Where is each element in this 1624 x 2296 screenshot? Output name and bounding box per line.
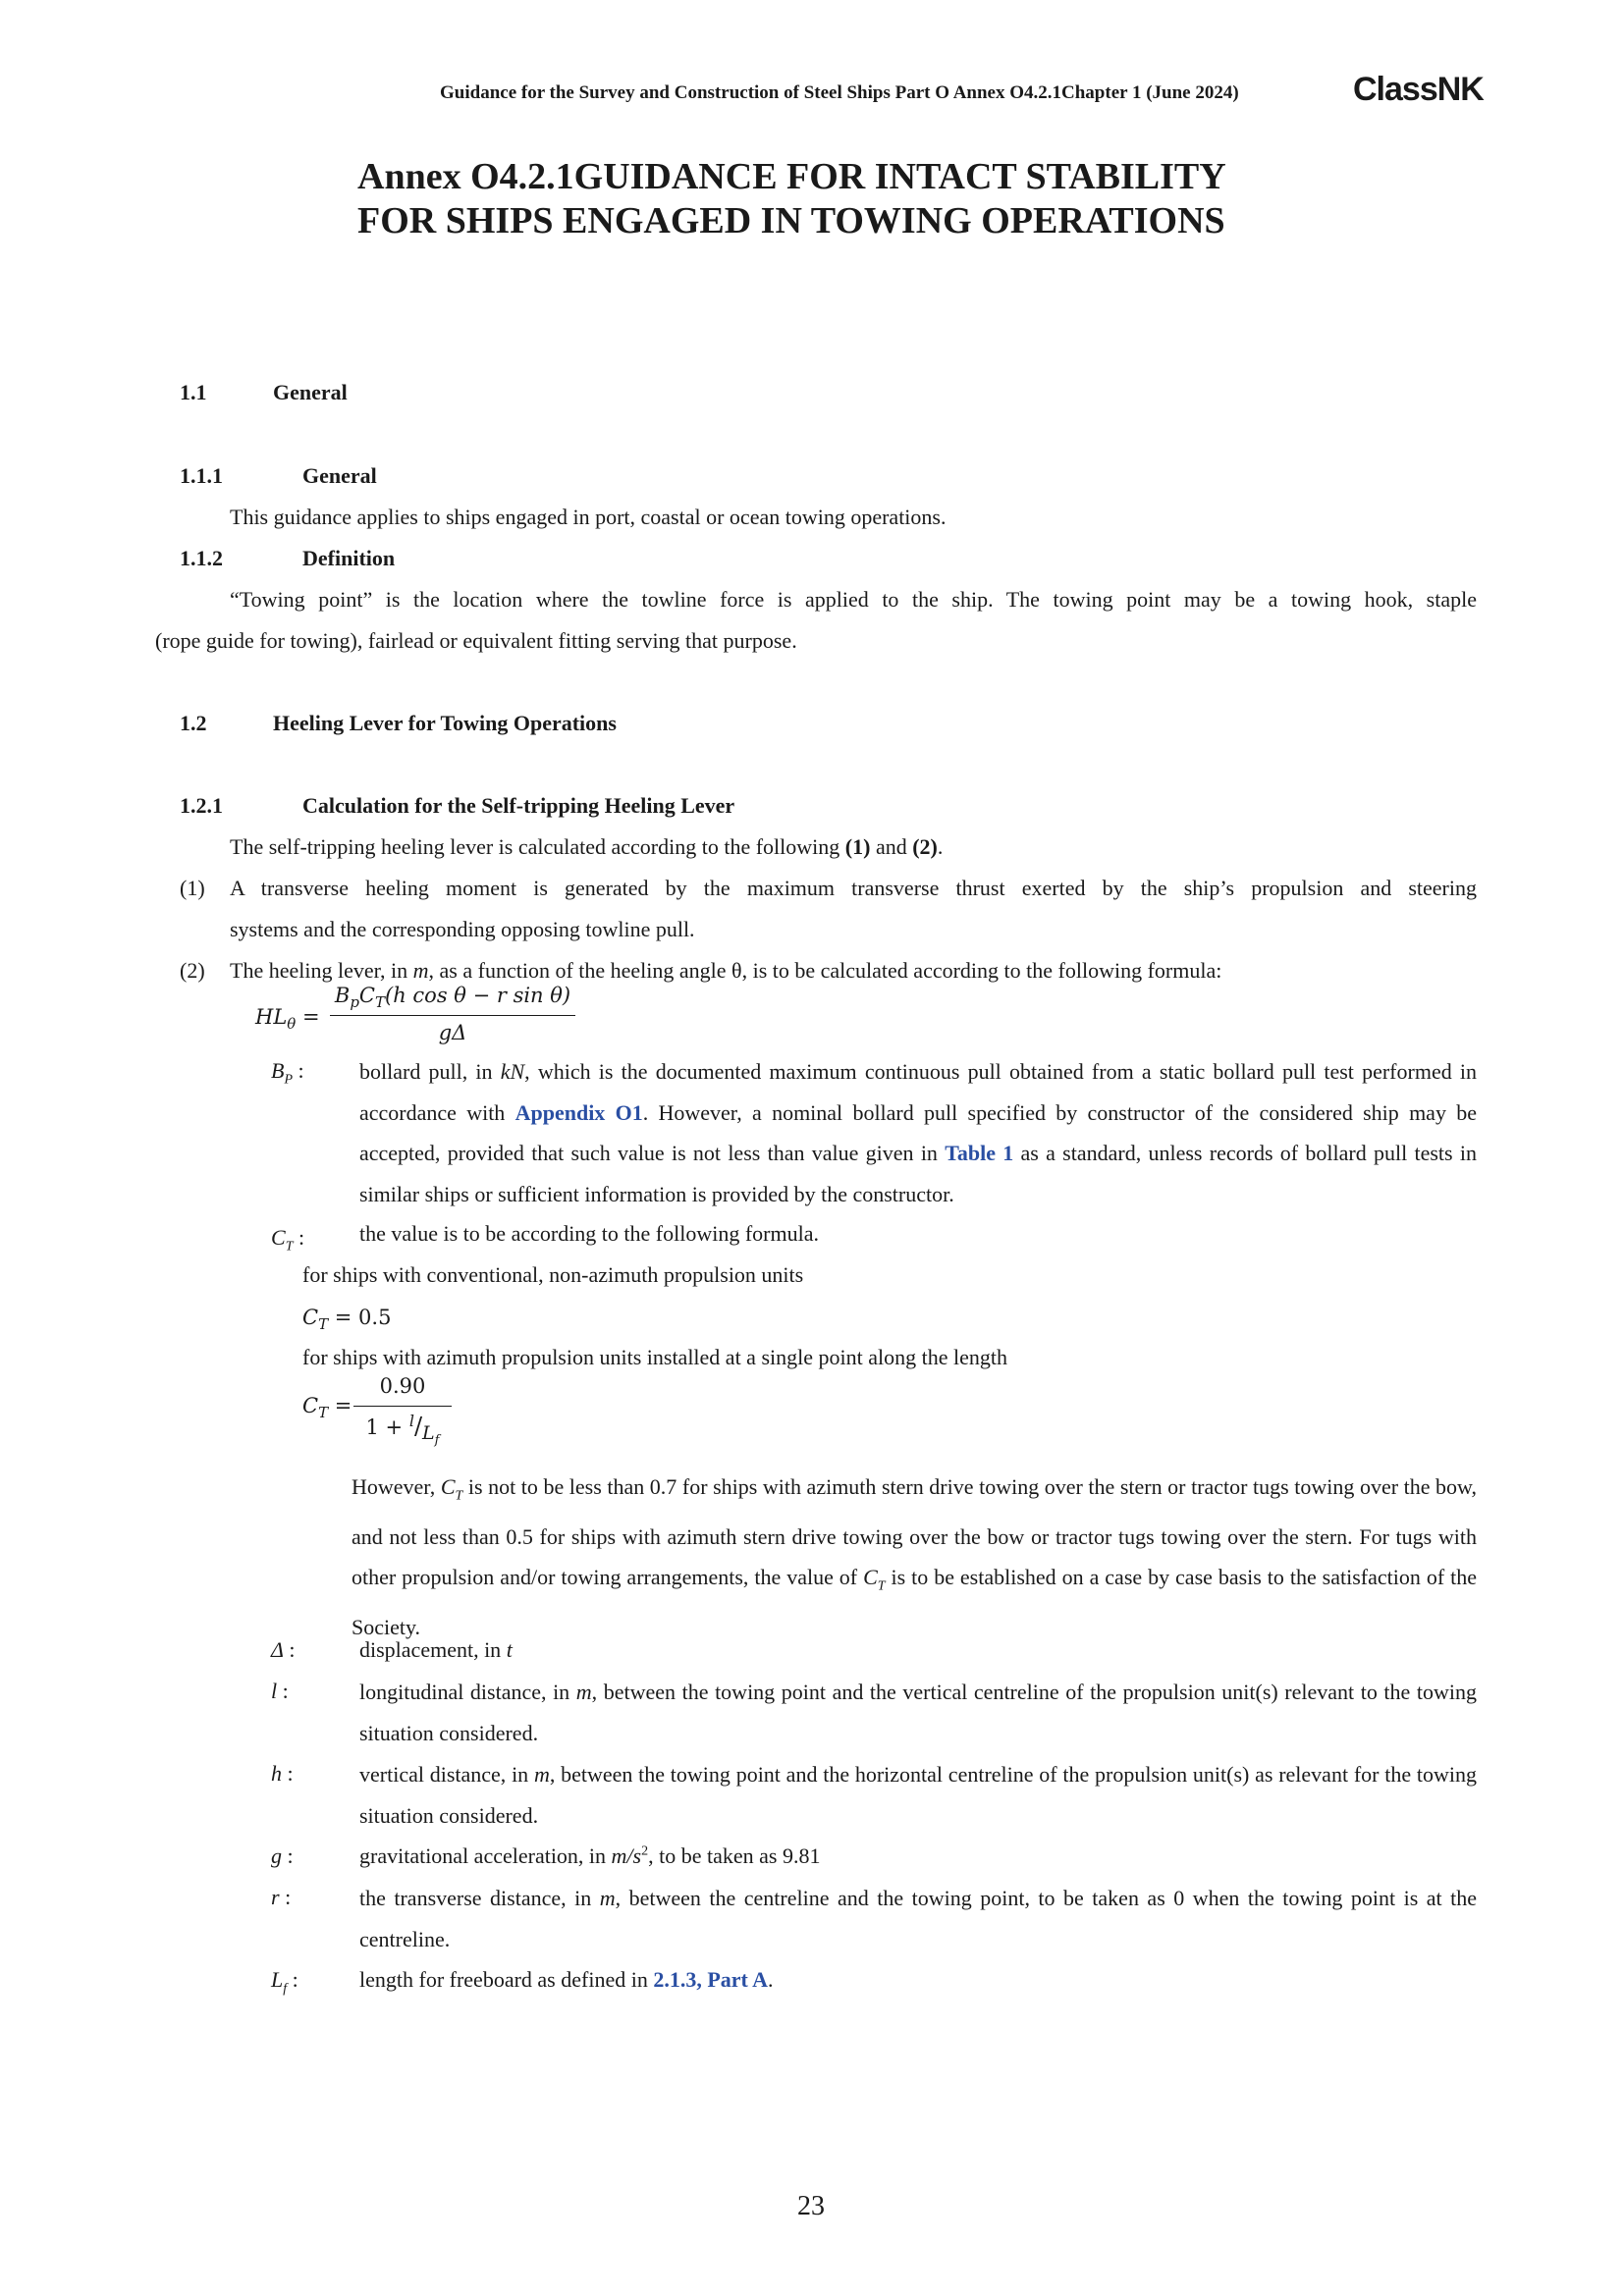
def-h-text: vertical distance, in m, between the towing point and the horizontal centreline of the propulsion unit(s) as relevant for the towing situation considered. bbox=[359, 1762, 1477, 1828]
section-1-2-1-number: 1.2.1 bbox=[180, 793, 223, 818]
definition-line2: (rope guide for towing), fairlead or equivalent fitting serving that purpose. bbox=[155, 628, 797, 653]
annex-title-line1: Annex O4.2.1GUIDANCE FOR INTACT STABILITY bbox=[357, 156, 1226, 197]
def-bp-symbol: $B_P$ : bbox=[271, 1058, 304, 1088]
formula-denominator: gΔ bbox=[438, 1021, 467, 1044]
ct-case1-formula: $C_T = 0.5$ bbox=[302, 1306, 392, 1334]
formula-lhs: $HL_\theta$ = bbox=[255, 1005, 320, 1034]
def-delta-text: displacement, in t bbox=[359, 1637, 513, 1662]
item-1-marker: (1) bbox=[180, 876, 205, 900]
section-1-1-number: 1.1 bbox=[180, 380, 207, 404]
def-l-text: longitudinal distance, in m, between the towing point and the vertical centreline of the propulsion unit(s) relevant to the towing situation considered. bbox=[359, 1680, 1477, 1745]
ct-case1-text: for ships with conventional, non-azimuth propulsion units bbox=[302, 1262, 804, 1287]
appendix-o1-link[interactable]: Appendix O1 bbox=[514, 1099, 643, 1125]
def-lf-text: length for freeboard as defined in 2.1.3, Part A. bbox=[359, 1967, 774, 1992]
def-l-symbol: l : bbox=[271, 1679, 289, 1703]
running-header: Guidance for the Survey and Construction of Steel Ships Part O Annex O4.2.1Chapter 1 (June 2024) bbox=[440, 82, 1239, 103]
section-1-2-number: 1.2 bbox=[180, 711, 207, 735]
classnk-logo: ClassNK bbox=[1353, 71, 1484, 108]
table-1-link[interactable]: Table 1 bbox=[945, 1141, 1014, 1165]
item-2-text: The heeling lever, in m, as a function of the heeling angle θ, is to be calculated according to the following formula: bbox=[230, 958, 1222, 983]
def-r-symbol: r : bbox=[271, 1885, 292, 1909]
ct-case2-numerator: 0.90 bbox=[379, 1374, 426, 1398]
def-ct-symbol: $C_T$ : bbox=[271, 1225, 305, 1255]
section-1-2-1-title: Calculation for the Self-tripping Heeling Lever bbox=[302, 793, 735, 818]
definition-line1: “Towing point” is the location where the towline force is applied to the ship. The towing point may be a towing hook, staple bbox=[230, 587, 1477, 612]
formula-numerator: $B_pC_T(h$ cos θ − r sin θ) bbox=[334, 984, 571, 1012]
part-a-2-1-3-link[interactable]: 2.1.3, Part A bbox=[653, 1967, 769, 1992]
ct-case2-lhs: $C_T$ = bbox=[302, 1394, 352, 1422]
def-r-text: the transverse distance, in m, between the centreline and the towing point, to be taken as 0 when the towing point is at the centreline. bbox=[359, 1886, 1477, 1951]
ct-case2-fraction-bar bbox=[353, 1406, 452, 1407]
section-1-1-2-number: 1.1.2 bbox=[180, 546, 223, 570]
ct-case2-text: for ships with azimuth propulsion units installed at a single point along the length bbox=[302, 1345, 1007, 1369]
def-g-text: gravitational acceleration, in $m/s^2$, to be taken as 9.81 bbox=[359, 1843, 821, 1868]
def-h-symbol: h : bbox=[271, 1761, 294, 1786]
ct-note: However, $C_T$ is not to be less than 0.7 for ships with azimuth stern drive towing over the stern or tractor tugs towing over the bow, and not less than 0.5 for ships with azimuth stern drive towing over the bow or tractor tugs towing over the stern. For tugs with other propulsion and/or towing arrangements, the value of $C_T$ is to be established on a case by case basis to the satisfaction of the Society. bbox=[352, 1474, 1478, 1640]
section-1-2-title: Heeling Lever for Towing Operations bbox=[273, 711, 617, 735]
def-bp-text: bollard pull, in kN, which is the documented maximum continuous pull obtained from a static bollard pull test performed in accordance with Appendix O1. However, a nominal bollard pull specified by constructor of the considered ship may be accepted, provided that such value is not less than value given in Table 1 as a standard, unless records of bollard pull tests in similar ships or sufficient information is provided by the constructor. bbox=[359, 1059, 1478, 1206]
def-g-symbol: g : bbox=[271, 1843, 294, 1868]
def-lf-symbol: $L_f$ : bbox=[271, 1967, 298, 1997]
section-1-1-1-title: General bbox=[302, 463, 377, 488]
item-1-line2: systems and the corresponding opposing towline pull. bbox=[230, 917, 695, 941]
section-1-1-1-text: This guidance applies to ships engaged in port, coastal or ocean towing operations. bbox=[230, 505, 947, 529]
def-ct-text: the value is to be according to the following formula. bbox=[359, 1221, 819, 1246]
section-1-1-title: General bbox=[273, 380, 348, 404]
page-number: 23 bbox=[797, 2191, 825, 2221]
section-1-1-1-number: 1.1.1 bbox=[180, 463, 223, 488]
def-delta-symbol: Δ : bbox=[271, 1637, 296, 1662]
section-1-2-1-intro: The self-tripping heeling lever is calculated according to the following (1) and (2). bbox=[230, 834, 944, 859]
item-2-marker: (2) bbox=[180, 958, 205, 983]
section-1-1-2-title: Definition bbox=[302, 546, 396, 570]
ct-case2-denominator: $1 + ^l/_{L_f}$ bbox=[365, 1412, 440, 1448]
item-1-line1: A transverse heeling moment is generated by the maximum transverse thrust exerted by the ship’s propulsion and steering bbox=[230, 876, 1477, 900]
annex-title-line2: FOR SHIPS ENGAGED IN TOWING OPERATIONS bbox=[357, 200, 1225, 241]
formula-fraction-bar bbox=[330, 1015, 575, 1016]
